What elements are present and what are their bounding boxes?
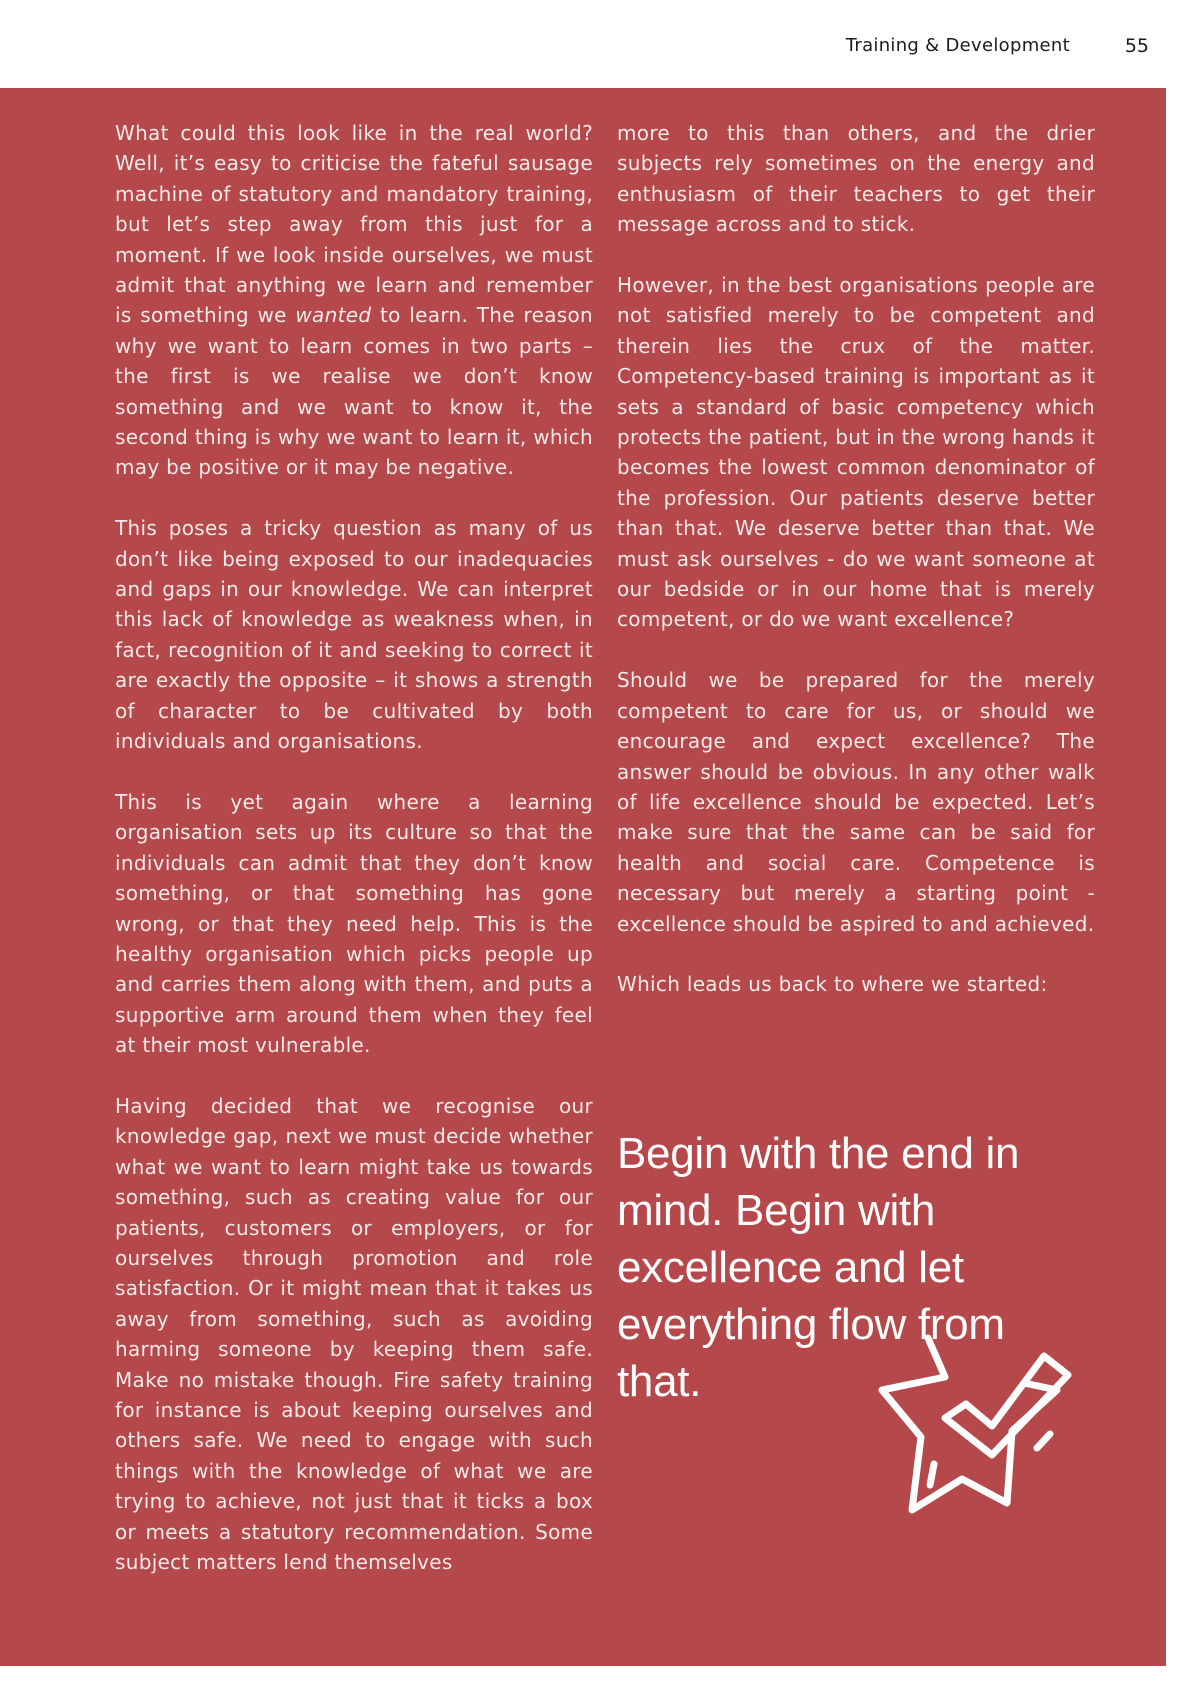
paragraph-text: What could this look like in the real world? Well, it’s easy to criticise the fateful sausage machine of statutory and mandatory training, but let’s step away from this just for a moment. If we look inside ourselves, we must admit that anything we learn and remember is something we [115,121,593,328]
body-paragraph: Having decided that we recognise our knowledge gap, next we must decide whether what we want to learn might take us towards something, such as creating value for our patients, customers or employers, or for ourselves through promotion and role satisfaction. Or it might mean that it takes us away from something, such as avoiding harming someone by keeping them safe. Make no mistake though. Fire safety training for instance is about keeping ourselves and others safe. We need to engage with such things with the knowledge of what we are trying to achieve, not just that it ticks a box or meets a statutory recommendation. Some subject matters lend themselves [115,1093,593,1575]
page-header [0,0,1200,88]
left-column [115,118,593,1577]
emphasis-text: wanted [295,303,372,328]
body-paragraph: more to this than others, and the drier subjects rely sometimes on the energy and enthusiasm of their teachers to get their message across and to stick. [617,121,1095,237]
lead-in-paragraph: Which leads us back to where we started: [617,972,1048,997]
pull-quote: Begin with the end in mind. Begin with excellence and let everything flow from that. [617,1129,1020,1406]
star-checkmark-icon [872,1320,1100,1540]
right-column [617,118,1095,1000]
paragraph-text: to learn. The reason why we want to learn comes in two parts – the first is we realise we don’t know something and we want to know it, the second thing is why we want to learn it, which may be positive or it may be negative. [115,303,594,480]
body-paragraph [115,118,593,483]
body-paragraph: However, in the best organisations people are not satisfied merely to be competent and therein lies the crux of the matter. Competency-based training is important as it sets a standard of basic competency which protects the patient, but in the wrong hands it becomes the lowest common denominator of the profession. Our patients deserve better than that. We deserve better than that. We must ask ourselves - do we want someone at our bedside or in our home that is merely competent, or do we want excellence? [617,273,1095,632]
body-paragraph: This is yet again where a learning organisation sets up its culture so that the individuals can admit that they don’t know something, or that something has gone wrong, or that they need help. This is the healthy organisation which picks people up and carries them along with them, and puts a supportive arm around them when they feel at their most vulnerable. [115,789,593,1058]
section-title: Training & Development [845,35,1070,56]
body-paragraph: Should we be prepared for the merely competent to care for us, or should we encourage and expect excellence? The answer should be obvious. In any other walk of life excellence should be expected. Let’s make sure that the same can be said for health and social care. Competence is necessary but merely a starting point - excellence should be aspired to and achieved. [617,668,1095,936]
page-number: 55 [1124,35,1149,57]
body-paragraph: This poses a tricky question as many of us don’t like being exposed to our inadequacies and gaps in our knowledge. We can interpret this lack of knowledge as weakness when, in fact, recognition of it and seeking to correct it are exactly the opposite – it shows a strength of character to be cultivated by both individuals and organisations. [115,516,593,754]
